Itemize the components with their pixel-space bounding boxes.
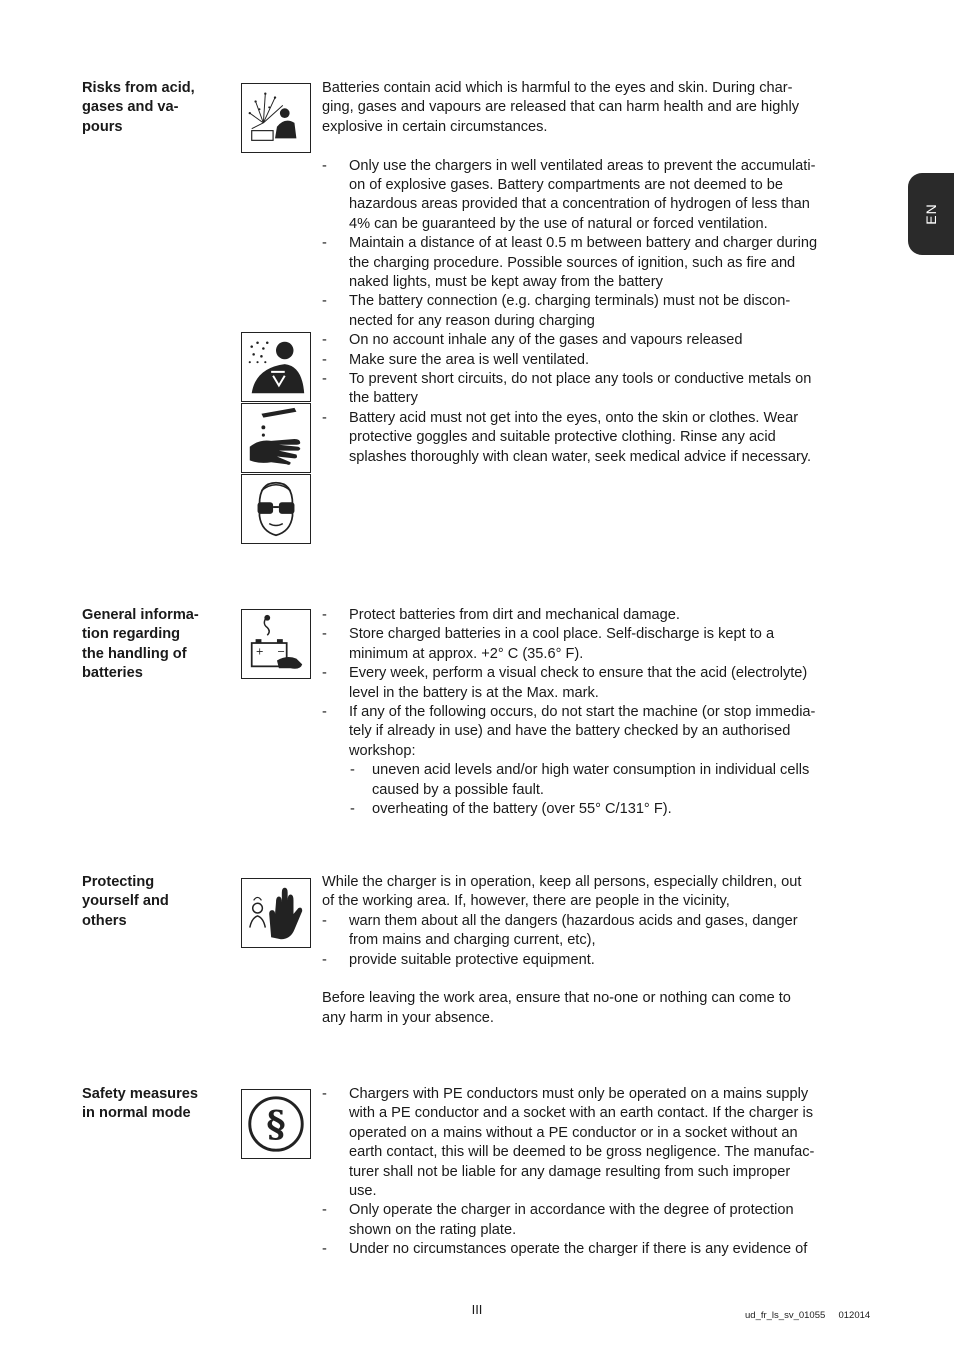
- heading-safety-measures: Safety measures in normal mode: [82, 1086, 199, 1122]
- acid-intro: Batteries contain acid which is harmful to the eyes and skin. During char- ging, gases and vapours are released that can harm health and are highly explosive in certain circumstances.: [322, 80, 800, 135]
- paragraph-icon: [241, 1089, 311, 1159]
- explosion-hazard-icon: [241, 83, 311, 153]
- svg-text:§: §: [266, 1101, 286, 1146]
- list-item: - Make sure the area is well ventilated.: [322, 351, 874, 370]
- list-item: - Store charged batteries in a cool place. Self-discharge is kept to a minimum at approx. +2° C (35.6° F).: [322, 625, 874, 664]
- list-item: - Protect batteries from dirt and mechanical damage.: [322, 606, 874, 625]
- safety-measures-body: [322, 1085, 874, 1260]
- list-item: - Every week, perform a visual check to ensure that the acid (electrolyte) level in the battery is at the Max. mark.: [322, 664, 874, 703]
- heading-acid-risks: Risks from acid, gases and va- pours: [82, 80, 195, 135]
- language-tab: [908, 173, 954, 255]
- list-item: - On no account inhale any of the gases and vapours released: [322, 331, 874, 350]
- list-item: - Only use the chargers in well ventilated areas to prevent the accumulati- on of explosive gases. Battery compartments are not deemed to be hazardous areas provided that a concentration of hydrogen of less than 4% can be guaranteed by the use of natural or forced ventilation.: [322, 157, 874, 235]
- keep-away-hand-icon: [241, 878, 311, 948]
- list-item: - Only operate the charger in accordance with the degree of protection shown on the rating plate.: [322, 1201, 874, 1240]
- protective-goggles-icon: [241, 474, 311, 544]
- inhalation-hazard-icon: [241, 332, 311, 402]
- heading-general-information: General informa- tion regarding the handling of batteries: [82, 607, 199, 682]
- general-information-body: [322, 606, 874, 819]
- list-item: - Under no circumstances operate the charger if there is any evidence of: [322, 1240, 874, 1259]
- svg-text:−: −: [276, 646, 286, 658]
- svg-text:+: +: [255, 646, 264, 658]
- page-number: III: [471, 1302, 483, 1317]
- protecting-others-body: [322, 873, 874, 1028]
- document-reference: ud_fr_ls_sv_01055 012014: [745, 1310, 871, 1321]
- protect-outro: Before leaving the work area, ensure that no-one or nothing can come to any harm in your absence.: [322, 990, 791, 1026]
- list-item: - To prevent short circuits, do not place any tools or conductive metals on the battery: [322, 370, 874, 409]
- list-item: - Battery acid must not get into the eyes, onto the skin or clothes. Wear protective goggles and suitable protective clothing. Rinse any acid splashes thoroughly with clean water, seek medical advice if necessary.: [322, 409, 874, 467]
- protect-intro: While the charger is in operation, keep all persons, especially children, out of the working area. If, however, there are people in the vicinity,: [322, 874, 802, 910]
- battery-handling-icon: [241, 609, 311, 679]
- acid-on-hand-icon: [241, 403, 311, 473]
- list-item: - provide suitable protective equipment.: [322, 951, 874, 970]
- list-item: - Maintain a distance of at least 0.5 m between battery and charger during the charging procedure. Possible sources of ignition, such as fire and naked lights, must be kept away from the battery: [322, 234, 874, 292]
- sub-list-item: - overheating of the battery (over 55° C/131° F).: [322, 800, 874, 819]
- acid-risks-body: [322, 79, 874, 467]
- list-item: - The battery connection (e.g. charging terminals) must not be discon- nected for any reason during charging: [322, 292, 874, 331]
- list-item: - If any of the following occurs, do not start the machine (or stop immedia- tely if already in use) and have the battery checked by an authorised workshop:: [322, 703, 874, 761]
- list-item: - warn them about all the dangers (hazardous acids and gases, danger from mains and charging current, etc),: [322, 912, 874, 951]
- sub-list-item: - uneven acid levels and/or high water consumption in individual cells caused by a possible fault.: [322, 761, 874, 800]
- language-tab-label: EN: [923, 203, 939, 225]
- heading-protecting-others: Protecting yourself and others: [82, 874, 169, 929]
- list-item: - Chargers with PE conductors must only be operated on a mains supply with a PE conductor and a socket with an earth contact. If the charger is operated on a mains without a PE conductor or in a socket without an earth contact, this will be deemed to be gross negligence. The manufac- turer shall not be liable for any damage resulting from such improper use.: [322, 1085, 874, 1201]
